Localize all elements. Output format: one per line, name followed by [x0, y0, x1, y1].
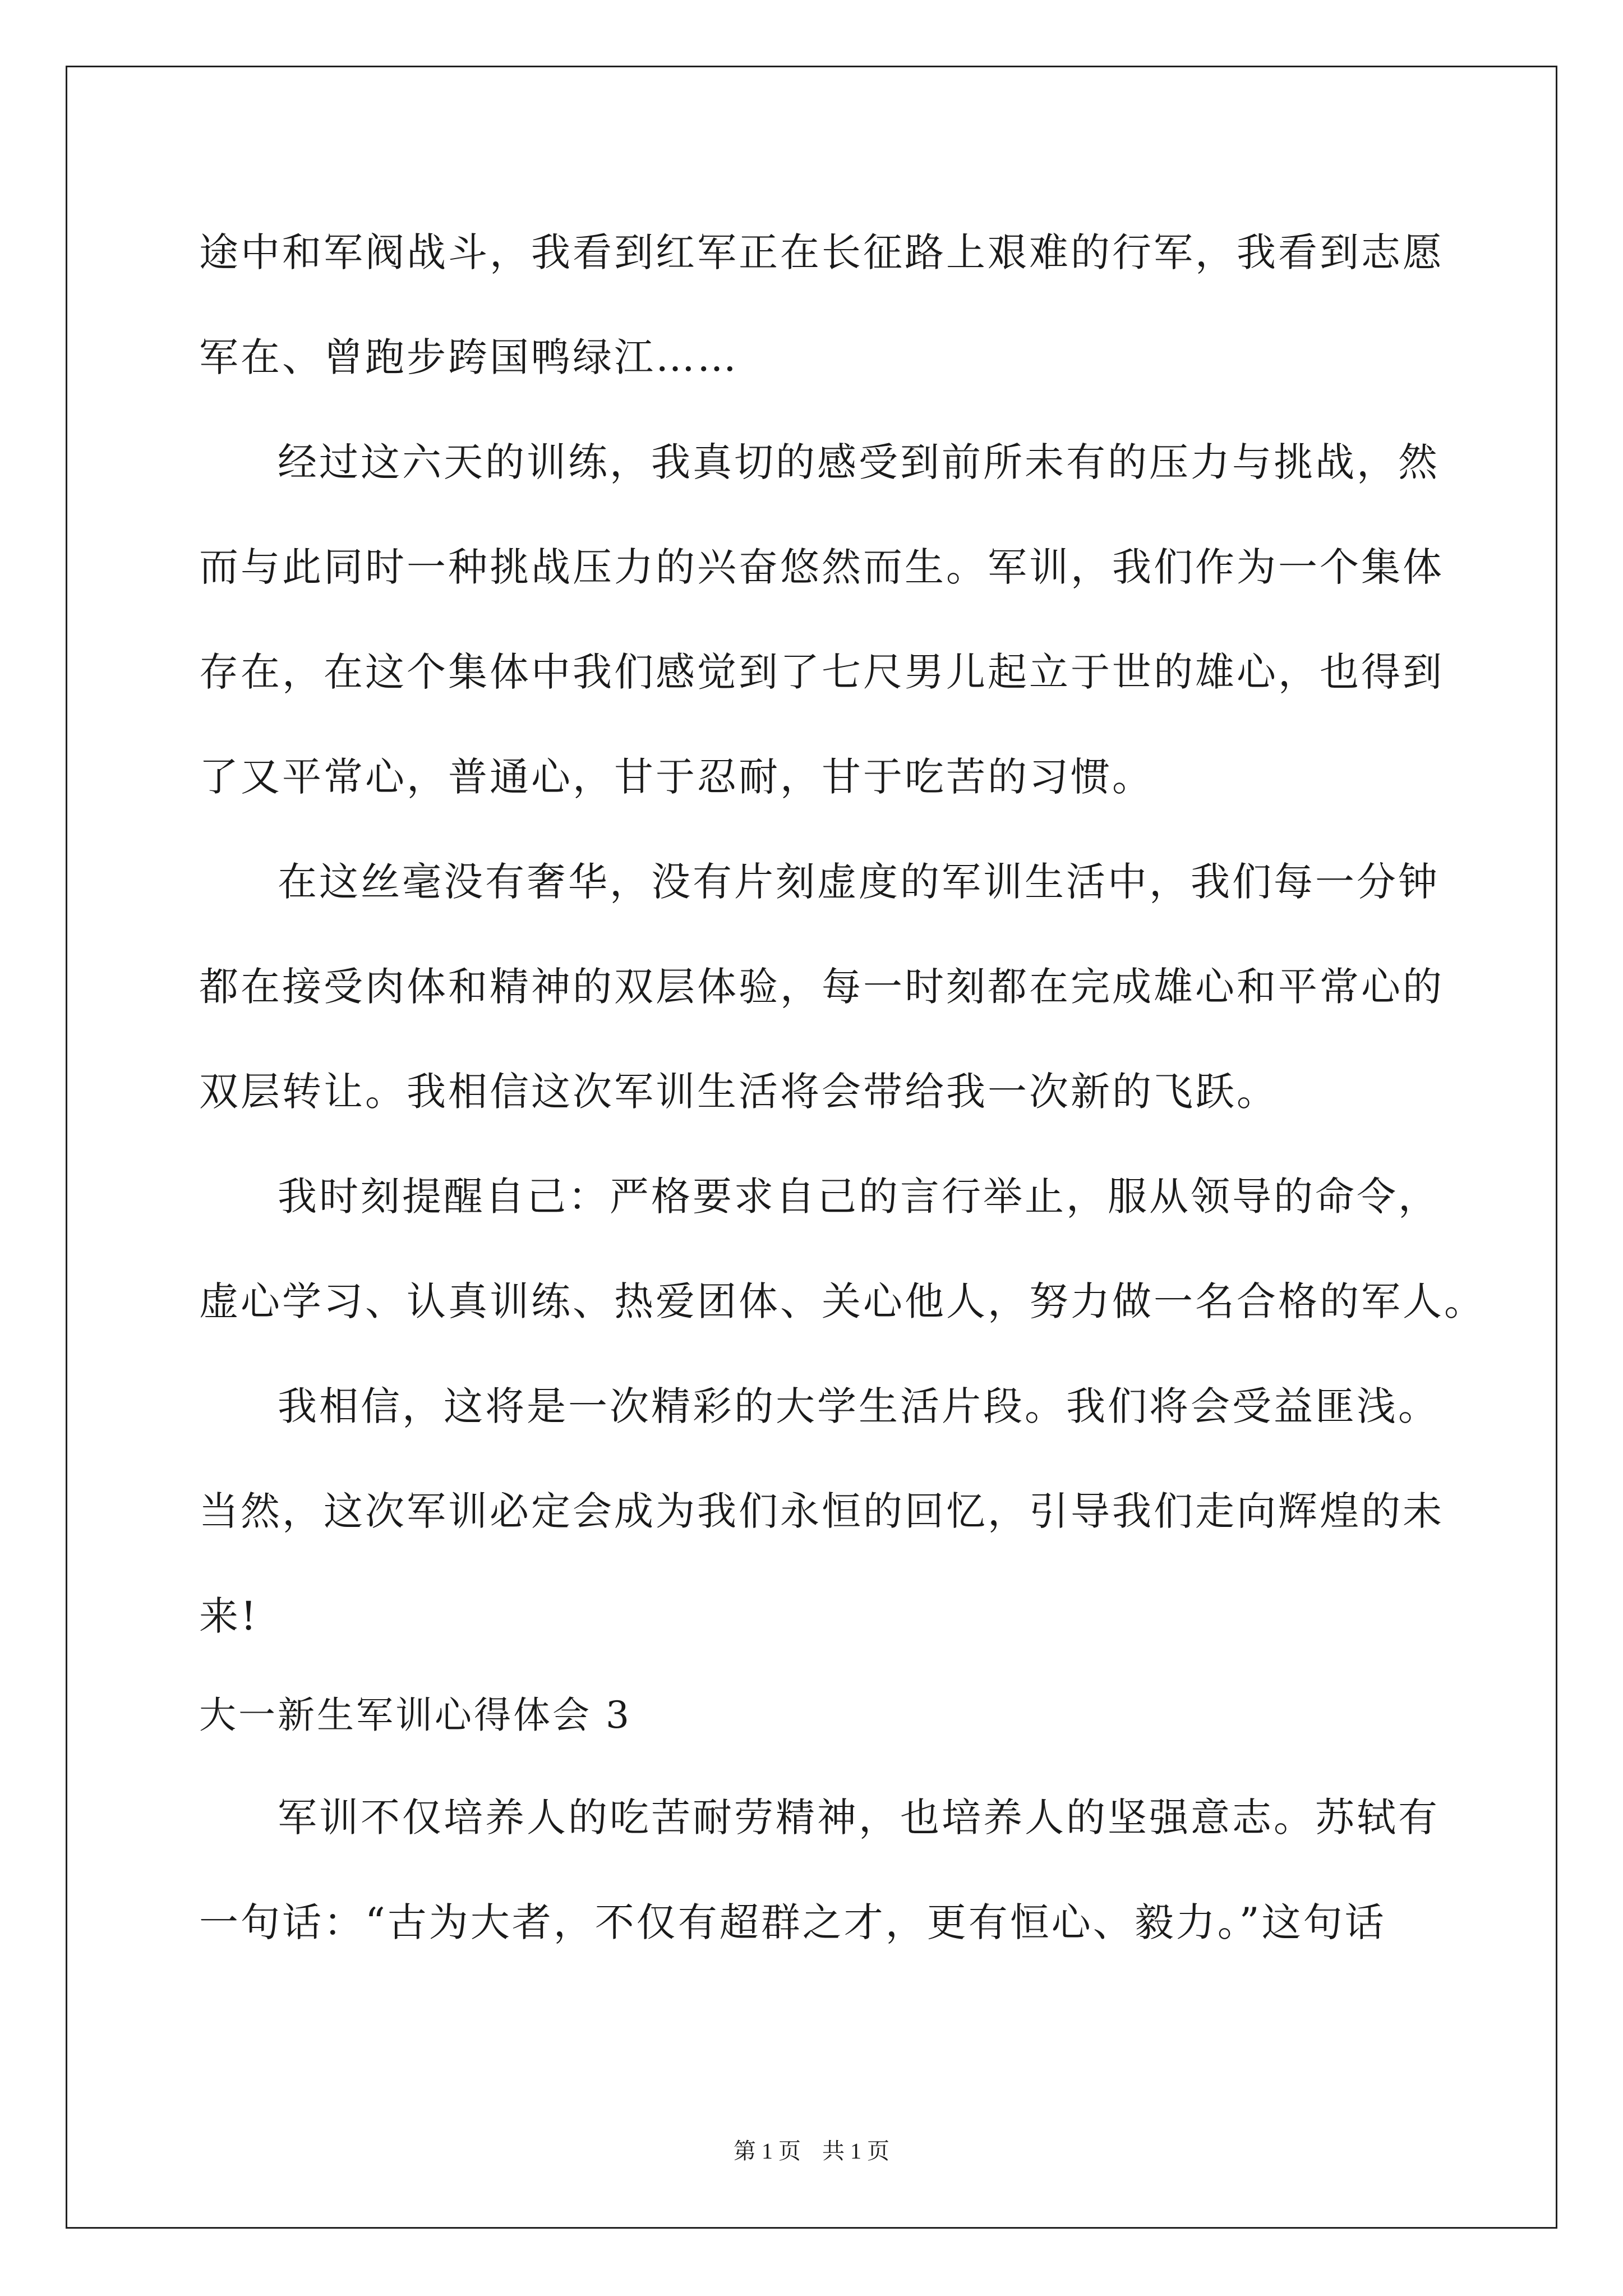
paragraph-line: 当然，这次军训必定会成为我们永恒的回忆，引导我们走向辉煌的未	[199, 1488, 1444, 1534]
paragraph-line: 一句话：“古为大者，不仅有超群之才，更有恒心、毅力。”这句话	[199, 1899, 1386, 1945]
page-footer	[0, 2134, 1623, 2168]
paragraph-line: 虚心学习、认真训练、热爱团体、关心他人，努力做一名合格的军人。	[199, 1278, 1486, 1324]
paragraph-line: 都在接受肉体和精神的双层体验，每一时刻都在完成雄心和平常心的	[199, 964, 1444, 1010]
paragraph-line: 军训不仅培养人的吃苦耐劳精神，也培养人的坚强意志。苏轼有	[278, 1795, 1440, 1841]
paragraph-line: 双层转让。我相信这次军训生活将会带给我一次新的飞跃。	[199, 1069, 1278, 1115]
paragraph-line: 来!	[199, 1593, 259, 1639]
paragraph-line: 经过这六天的训练，我真切的感受到前所未有的压力与挑战，然	[278, 439, 1440, 485]
paragraph-line: 了又平常心，普通心，甘于忍耐，甘于吃苦的习惯。	[199, 754, 1154, 800]
paragraph-line: 我时刻提醒自己：严格要求自己的言行举止，服从领导的命令，	[278, 1174, 1440, 1220]
paragraph-line: 存在，在这个集体中我们感觉到了七尺男儿起立于世的雄心，也得到	[199, 649, 1444, 695]
page-number: 第 1 页	[734, 2138, 801, 2164]
page-total: 共 1 页	[822, 2138, 889, 2164]
paragraph-line: 而与此同时一种挑战压力的兴奋悠然而生。军训，我们作为一个集体	[199, 544, 1444, 590]
section-heading: 大一新生军训心得体会 3	[199, 1694, 631, 1737]
paragraph-line: 我相信，这将是一次精彩的大学生活片段。我们将会受益匪浅。	[278, 1383, 1440, 1429]
paragraph-line: 军在、曾跑步跨国鸭绿江……	[199, 334, 739, 380]
paragraph-line: 途中和军阀战斗，我看到红军正在长征路上艰难的行军，我看到志愿	[199, 229, 1444, 275]
paragraph-line: 在这丝毫没有奢华，没有片刻虚度的军训生活中，我们每一分钟	[278, 859, 1440, 905]
